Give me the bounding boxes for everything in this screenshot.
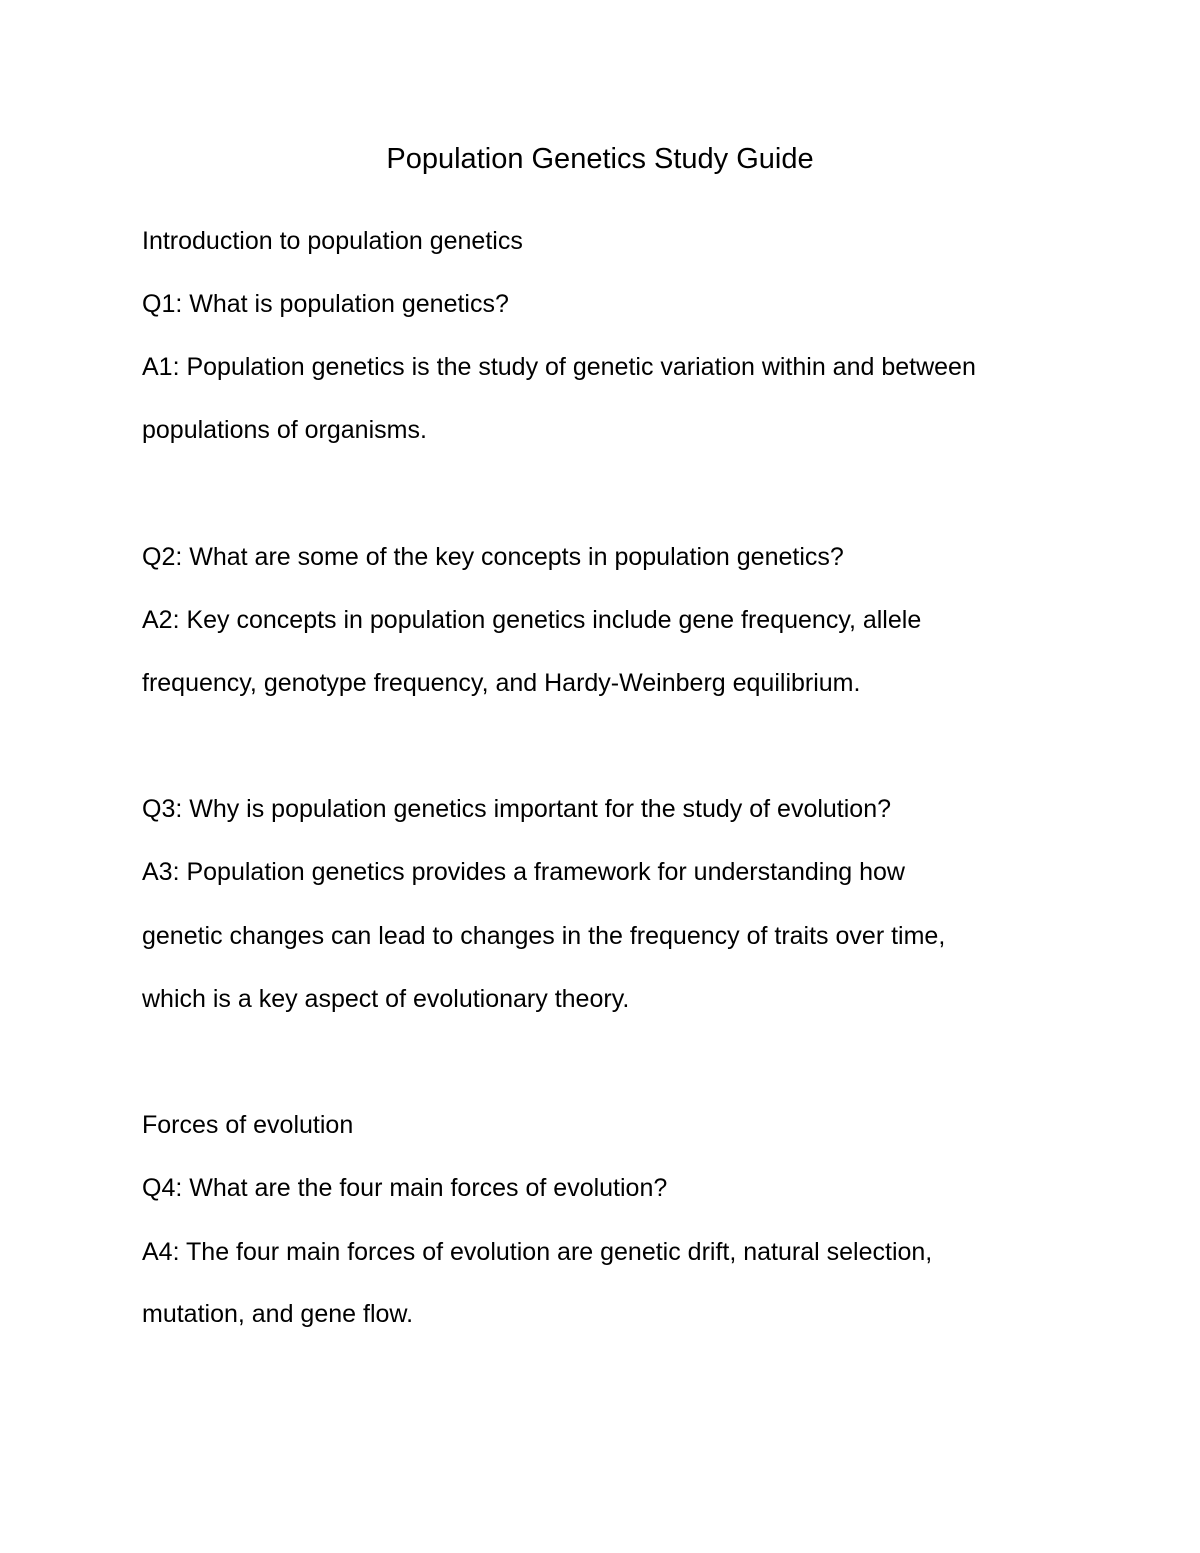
- answer-a3-line2: genetic changes can lead to changes in the frequency of traits over time,: [142, 922, 946, 950]
- answer-a3-line3: which is a key aspect of evolutionary theory.: [142, 985, 630, 1013]
- answer-a1-line1: A1: Population genetics is the study of genetic variation within and between: [142, 353, 976, 381]
- question-q4: Q4: What are the four main forces of evolution?: [142, 1174, 668, 1202]
- section-heading-intro: Introduction to population genetics: [142, 227, 523, 255]
- question-q2: Q2: What are some of the key concepts in population genetics?: [142, 543, 844, 571]
- answer-a2-line2: frequency, genotype frequency, and Hardy-Weinberg equilibrium.: [142, 669, 861, 697]
- answer-a3-line1: A3: Population genetics provides a framework for understanding how: [142, 858, 905, 886]
- section-heading-forces: Forces of evolution: [142, 1111, 354, 1139]
- answer-a4-line2: mutation, and gene flow.: [142, 1300, 414, 1328]
- answer-a4-line1: A4: The four main forces of evolution are genetic drift, natural selection,: [142, 1238, 933, 1266]
- question-q3: Q3: Why is population genetics important for the study of evolution?: [142, 795, 892, 823]
- answer-a1-line2: populations of organisms.: [142, 416, 427, 444]
- page-title: Population Genetics Study Guide: [386, 143, 814, 175]
- answer-a2-line1: A2: Key concepts in population genetics include gene frequency, allele: [142, 606, 922, 634]
- question-q1: Q1: What is population genetics?: [142, 290, 509, 318]
